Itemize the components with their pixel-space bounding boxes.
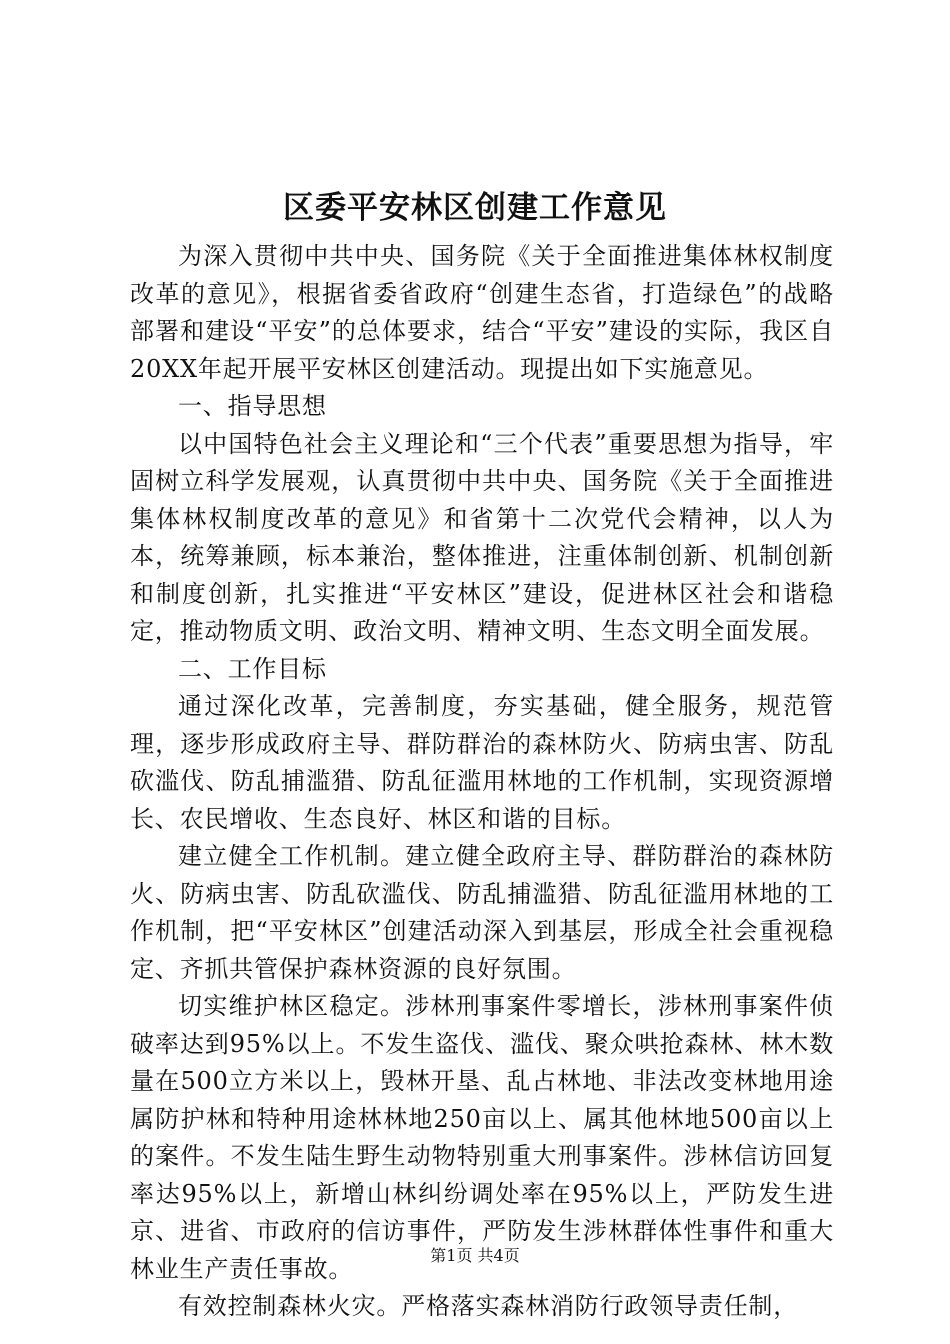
document-body xyxy=(130,238,834,1326)
section-heading-guiding-thought: 一、指导思想 xyxy=(178,392,327,420)
section-heading-work-goals: 二、工作目标 xyxy=(178,654,327,683)
mechanism-paragraph: 建立健全工作机制。建立健全政府主导、群防群治的森林防火、防病虫害、防乱砍滥伐、防乱捕滥猎、防乱征滥用林地的工作机制，把“平安林区”创建活动深入到基层，形成全社会重视稳定、齐抓共管保护森林资源的良好氛围。 xyxy=(130,842,834,983)
document-title: 区委平安林区创建工作意见 xyxy=(283,190,667,226)
page-number-footer: 第1页 共4页 xyxy=(430,1246,520,1265)
fire-control-paragraph: 有效控制森林火灾。严格落实森林消防行政领导责任制， xyxy=(178,1292,798,1320)
intro-paragraph: 为深入贯彻中共中央、国务院《关于全面推进集体林权制度改革的意见》，根据省委省政府“创建生态省，打造绿色”的战略部署和建设“平安”的总体要求，结合“平安”建设的实际，我区自20XX年起开展平安林区创建活动。现提出如下实施意见。 xyxy=(130,242,834,383)
stability-paragraph: 切实维护林区稳定。涉林刑事案件零增长，涉林刑事案件侦破率达到95%以上。不发生盗伐、滥伐、聚众哄抢森林、林木数量在500立方米以上，毁林开垦、乱占林地、非法改变林地用途属防护林和特种用途林林地250亩以上、属其他林地500亩以上的案件。不发生陆生野生动物特别重大刑事案件。涉林信访回复率达95%以上，新增山林纠纷调处率在95%以上，严防发生进京、进省、市政府的信访事件，严防发生涉林群体性事件和重大林业生产责任事故。 xyxy=(130,992,834,1283)
guiding-thought-paragraph: 以中国特色社会主义理论和“三个代表”重要思想为指导，牢固树立科学发展观，认真贯彻中共中央、国务院《关于全面推进集体林权制度改革的意见》和省第十二次党代会精神，以人为本，统筹兼顾，标本兼治，整体推进，注重体制创新、机制创新和制度创新，扎实推进“平安林区”建设，促进林区社会和谐稳定，推动物质文明、政治文明、精神文明、生态文明全面发展。 xyxy=(130,429,834,645)
work-goals-paragraph: 通过深化改革，完善制度，夯实基础，健全服务，规范管理，逐步形成政府主导、群防群治的森林防火、防病虫害、防乱砍滥伐、防乱捕滥猎、防乱征滥用林地的工作机制，实现资源增长、农民增收、生态良好、林区和谐的目标。 xyxy=(130,692,834,833)
